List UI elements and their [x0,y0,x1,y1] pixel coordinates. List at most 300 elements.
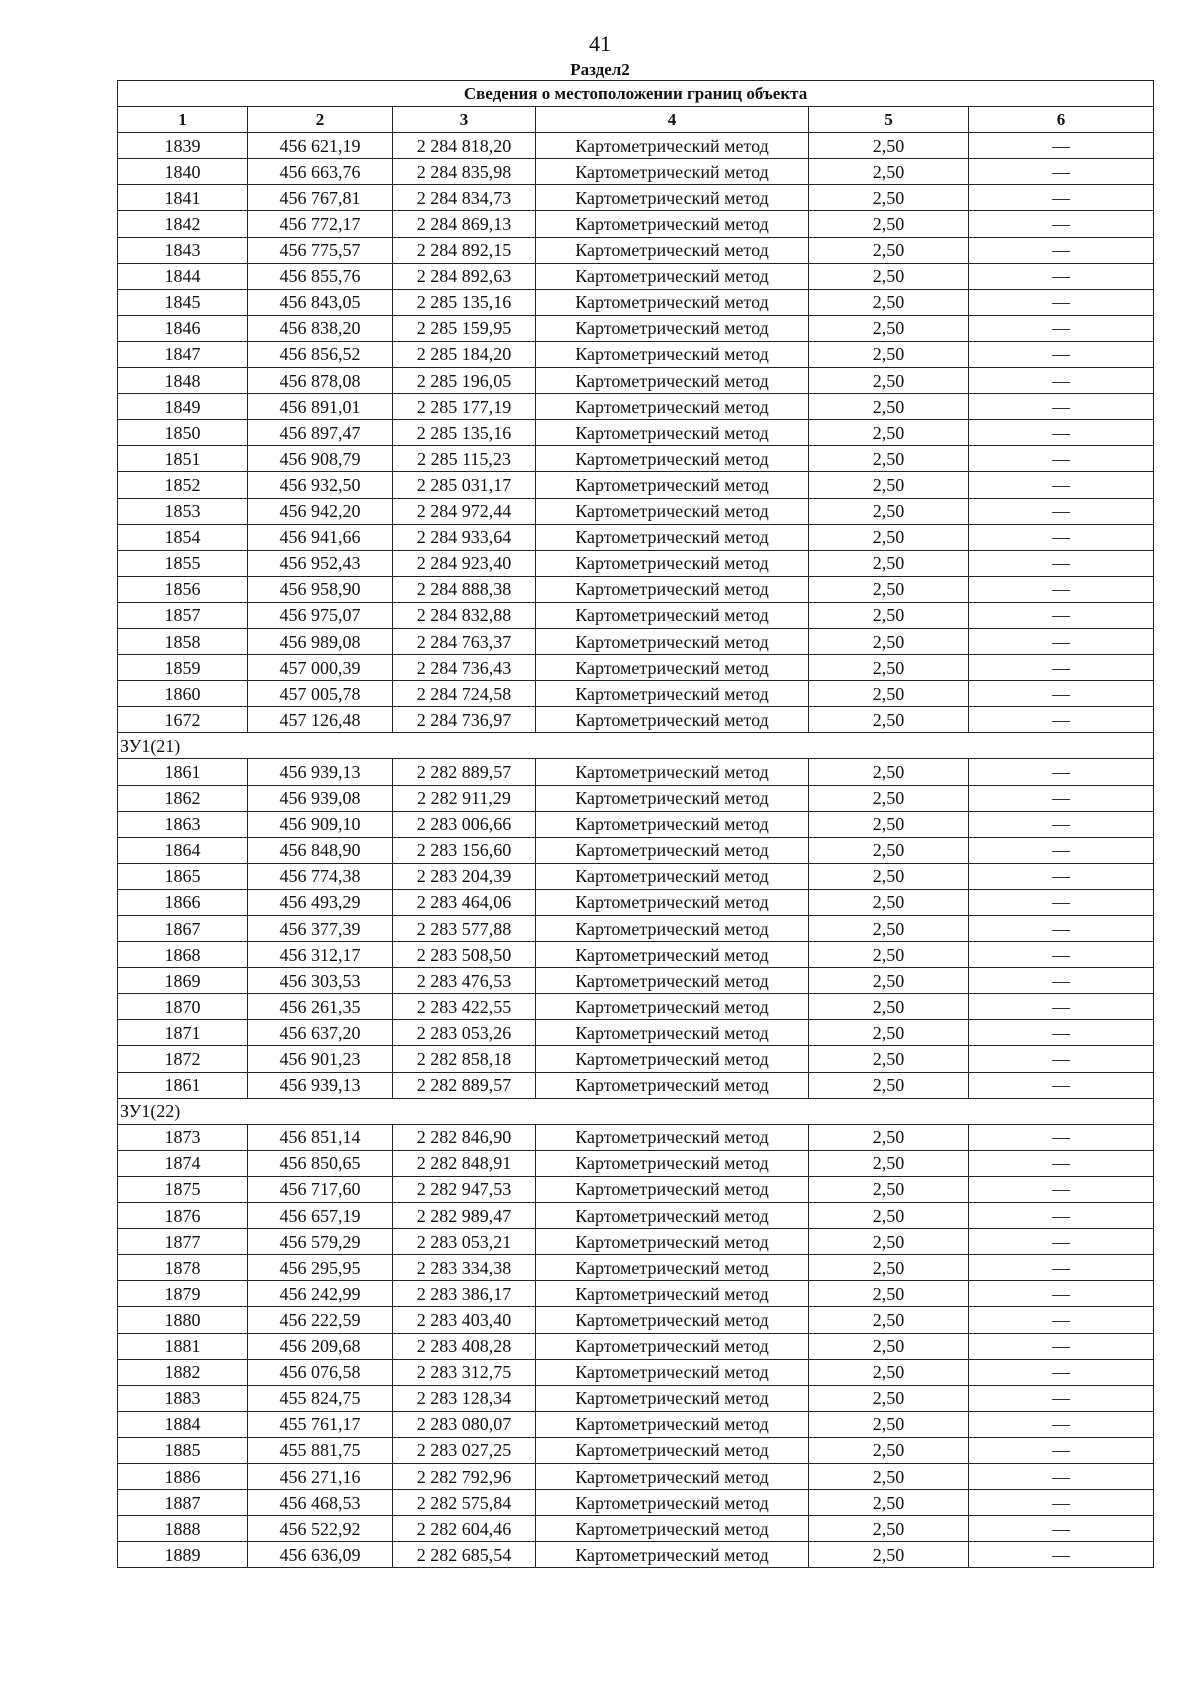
method-cell: Картометрический метод [536,968,809,994]
description-cell: — [969,1437,1154,1463]
table-row [118,1516,1154,1542]
y-coordinate-cell: 2 284 933,64 [393,524,536,550]
point-number-cell: 1860 [118,681,248,707]
point-number-cell: 1873 [118,1124,248,1150]
table-row [118,968,1154,994]
table-row [118,1385,1154,1411]
x-coordinate-cell: 456 295,95 [248,1255,393,1281]
description-cell: — [969,550,1154,576]
accuracy-cell: 2,50 [809,524,969,550]
x-coordinate-cell: 457 000,39 [248,655,393,681]
accuracy-cell: 2,50 [809,1203,969,1229]
accuracy-cell: 2,50 [809,655,969,681]
description-cell: — [969,889,1154,915]
point-number-cell: 1859 [118,655,248,681]
table-row [118,576,1154,602]
accuracy-cell: 2,50 [809,1255,969,1281]
method-cell: Картометрический метод [536,1124,809,1150]
accuracy-cell: 2,50 [809,863,969,889]
y-coordinate-cell: 2 284 869,13 [393,211,536,237]
y-coordinate-cell: 2 284 736,43 [393,655,536,681]
table-title-row [118,81,1154,107]
x-coordinate-cell: 456 774,38 [248,863,393,889]
accuracy-cell: 2,50 [809,550,969,576]
y-coordinate-cell: 2 285 135,16 [393,420,536,446]
x-coordinate-cell: 456 850,65 [248,1150,393,1176]
x-coordinate-cell: 456 767,81 [248,185,393,211]
method-cell: Картометрический метод [536,1411,809,1437]
description-cell: — [969,420,1154,446]
table-row [118,524,1154,550]
description-cell: — [969,1411,1154,1437]
accuracy-cell: 2,50 [809,394,969,420]
description-cell: — [969,1359,1154,1385]
table-row [118,655,1154,681]
accuracy-cell: 2,50 [809,785,969,811]
y-coordinate-cell: 2 282 792,96 [393,1463,536,1489]
description-cell: — [969,1124,1154,1150]
point-number-cell: 1888 [118,1516,248,1542]
table-row [118,1490,1154,1516]
accuracy-cell: 2,50 [809,628,969,654]
table-row [118,1307,1154,1333]
method-cell: Картометрический метод [536,1542,809,1568]
point-number-cell: 1843 [118,237,248,263]
table-row [118,759,1154,785]
method-cell: Картометрический метод [536,942,809,968]
description-cell: — [969,1176,1154,1202]
y-coordinate-cell: 2 284 763,37 [393,628,536,654]
y-coordinate-cell: 2 284 923,40 [393,550,536,576]
method-cell: Картометрический метод [536,994,809,1020]
description-cell: — [969,1229,1154,1255]
table-row [118,916,1154,942]
y-coordinate-cell: 2 284 724,58 [393,681,536,707]
y-coordinate-cell: 2 283 006,66 [393,811,536,837]
method-cell: Картометрический метод [536,368,809,394]
x-coordinate-cell: 456 941,66 [248,524,393,550]
point-number-cell: 1850 [118,420,248,446]
description-cell: — [969,524,1154,550]
y-coordinate-cell: 2 282 947,53 [393,1176,536,1202]
method-cell: Картометрический метод [536,1359,809,1385]
point-number-cell: 1865 [118,863,248,889]
point-number-cell: 1883 [118,1385,248,1411]
description-cell: — [969,655,1154,681]
table-row [118,1542,1154,1568]
table-row [118,341,1154,367]
description-cell: — [969,681,1154,707]
description-cell: — [969,811,1154,837]
description-cell: — [969,576,1154,602]
point-number-cell: 1877 [118,1229,248,1255]
table-row [118,1411,1154,1437]
x-coordinate-cell: 456 493,29 [248,889,393,915]
accuracy-cell: 2,50 [809,1150,969,1176]
y-coordinate-cell: 2 285 115,23 [393,446,536,472]
x-coordinate-cell: 456 848,90 [248,837,393,863]
x-coordinate-cell: 456 939,08 [248,785,393,811]
x-coordinate-cell: 455 824,75 [248,1385,393,1411]
point-number-cell: 1861 [118,1072,248,1098]
x-coordinate-cell: 457 005,78 [248,681,393,707]
x-coordinate-cell: 456 891,01 [248,394,393,420]
y-coordinate-cell: 2 284 892,15 [393,237,536,263]
x-coordinate-cell: 456 989,08 [248,628,393,654]
point-number-cell: 1839 [118,133,248,159]
x-coordinate-cell: 456 772,17 [248,211,393,237]
table-row [118,1255,1154,1281]
accuracy-cell: 2,50 [809,1490,969,1516]
y-coordinate-cell: 2 285 159,95 [393,315,536,341]
x-coordinate-cell: 456 908,79 [248,446,393,472]
table-row [118,1203,1154,1229]
method-cell: Картометрический метод [536,1463,809,1489]
point-number-cell: 1853 [118,498,248,524]
point-number-cell: 1864 [118,837,248,863]
accuracy-cell: 2,50 [809,707,969,733]
point-number-cell: 1870 [118,994,248,1020]
accuracy-cell: 2,50 [809,1359,969,1385]
accuracy-cell: 2,50 [809,968,969,994]
method-cell: Картометрический метод [536,341,809,367]
accuracy-cell: 2,50 [809,759,969,785]
method-cell: Картометрический метод [536,420,809,446]
accuracy-cell: 2,50 [809,289,969,315]
table-row [118,133,1154,159]
table-row [118,498,1154,524]
y-coordinate-cell: 2 282 604,46 [393,1516,536,1542]
x-coordinate-cell: 456 209,68 [248,1333,393,1359]
accuracy-cell: 2,50 [809,315,969,341]
y-coordinate-cell: 2 283 508,50 [393,942,536,968]
method-cell: Картометрический метод [536,759,809,785]
point-number-cell: 1842 [118,211,248,237]
y-coordinate-cell: 2 283 053,26 [393,1020,536,1046]
y-coordinate-cell: 2 283 464,06 [393,889,536,915]
y-coordinate-cell: 2 284 835,98 [393,159,536,185]
x-coordinate-cell: 456 975,07 [248,602,393,628]
y-coordinate-cell: 2 285 177,19 [393,394,536,420]
method-cell: Картометрический метод [536,889,809,915]
point-number-cell: 1856 [118,576,248,602]
method-cell: Картометрический метод [536,263,809,289]
description-cell: — [969,942,1154,968]
accuracy-cell: 2,50 [809,185,969,211]
point-number-cell: 1879 [118,1281,248,1307]
x-coordinate-cell: 456 775,57 [248,237,393,263]
method-cell: Картометрический метод [536,1333,809,1359]
table-row [118,1229,1154,1255]
y-coordinate-cell: 2 283 128,34 [393,1385,536,1411]
table-row [118,394,1154,420]
point-number-cell: 1887 [118,1490,248,1516]
x-coordinate-cell: 456 312,17 [248,942,393,968]
table-row [118,1176,1154,1202]
table-row [118,237,1154,263]
table-row [118,785,1154,811]
x-coordinate-cell: 456 838,20 [248,315,393,341]
description-cell: — [969,263,1154,289]
description-cell: — [969,1307,1154,1333]
accuracy-cell: 2,50 [809,1281,969,1307]
point-number-cell: 1840 [118,159,248,185]
description-cell: — [969,602,1154,628]
column-header: 4 [536,107,809,133]
x-coordinate-cell: 456 856,52 [248,341,393,367]
point-number-cell: 1862 [118,785,248,811]
method-cell: Картометрический метод [536,394,809,420]
description-cell: — [969,1255,1154,1281]
y-coordinate-cell: 2 283 204,39 [393,863,536,889]
point-number-cell: 1886 [118,1463,248,1489]
y-coordinate-cell: 2 282 846,90 [393,1124,536,1150]
method-cell: Картометрический метод [536,1255,809,1281]
accuracy-cell: 2,50 [809,368,969,394]
x-coordinate-cell: 456 271,16 [248,1463,393,1489]
table-row [118,837,1154,863]
x-coordinate-cell: 456 939,13 [248,1072,393,1098]
point-number-cell: 1889 [118,1542,248,1568]
method-cell: Картометрический метод [536,1203,809,1229]
description-cell: — [969,785,1154,811]
table-row [118,863,1154,889]
y-coordinate-cell: 2 285 184,20 [393,341,536,367]
x-coordinate-cell: 456 939,13 [248,759,393,785]
method-cell: Картометрический метод [536,550,809,576]
accuracy-cell: 2,50 [809,1124,969,1150]
method-cell: Картометрический метод [536,1307,809,1333]
point-number-cell: 1885 [118,1437,248,1463]
accuracy-cell: 2,50 [809,837,969,863]
y-coordinate-cell: 2 285 135,16 [393,289,536,315]
description-cell: — [969,1463,1154,1489]
table-row [118,707,1154,733]
accuracy-cell: 2,50 [809,211,969,237]
table-row [118,1072,1154,1098]
method-cell: Картометрический метод [536,1072,809,1098]
x-coordinate-cell: 456 663,76 [248,159,393,185]
point-number-cell: 1863 [118,811,248,837]
x-coordinate-cell: 456 901,23 [248,1046,393,1072]
method-cell: Картометрический метод [536,785,809,811]
x-coordinate-cell: 456 717,60 [248,1176,393,1202]
table-row [118,1333,1154,1359]
table-row [118,1124,1154,1150]
point-number-cell: 1876 [118,1203,248,1229]
x-coordinate-cell: 456 522,92 [248,1516,393,1542]
method-cell: Картометрический метод [536,1385,809,1411]
accuracy-cell: 2,50 [809,916,969,942]
point-number-cell: 1855 [118,550,248,576]
description-cell: — [969,341,1154,367]
y-coordinate-cell: 2 283 027,25 [393,1437,536,1463]
table-row [118,1359,1154,1385]
description-cell: — [969,759,1154,785]
accuracy-cell: 2,50 [809,1411,969,1437]
accuracy-cell: 2,50 [809,1307,969,1333]
table-row [118,602,1154,628]
accuracy-cell: 2,50 [809,446,969,472]
x-coordinate-cell: 456 952,43 [248,550,393,576]
accuracy-cell: 2,50 [809,1516,969,1542]
x-coordinate-cell: 456 855,76 [248,263,393,289]
x-coordinate-cell: 456 851,14 [248,1124,393,1150]
table-row [118,1020,1154,1046]
accuracy-cell: 2,50 [809,994,969,1020]
accuracy-cell: 2,50 [809,811,969,837]
point-number-cell: 1875 [118,1176,248,1202]
column-header: 6 [969,107,1154,133]
point-number-cell: 1866 [118,889,248,915]
y-coordinate-cell: 2 283 408,28 [393,1333,536,1359]
point-number-cell: 1857 [118,602,248,628]
column-header-row [118,107,1154,133]
method-cell: Картометрический метод [536,498,809,524]
y-coordinate-cell: 2 282 848,91 [393,1150,536,1176]
table-row [118,315,1154,341]
description-cell: — [969,1072,1154,1098]
column-header: 1 [118,107,248,133]
page-number: 41 [589,31,611,56]
description-cell: — [969,916,1154,942]
accuracy-cell: 2,50 [809,1437,969,1463]
x-coordinate-cell: 456 579,29 [248,1229,393,1255]
description-cell: — [969,498,1154,524]
x-coordinate-cell: 456 303,53 [248,968,393,994]
y-coordinate-cell: 2 282 858,18 [393,1046,536,1072]
y-coordinate-cell: 2 283 577,88 [393,916,536,942]
point-number-cell: 1867 [118,916,248,942]
x-coordinate-cell: 456 909,10 [248,811,393,837]
table-row [118,889,1154,915]
y-coordinate-cell: 2 284 892,63 [393,263,536,289]
y-coordinate-cell: 2 282 989,47 [393,1203,536,1229]
description-cell: — [969,159,1154,185]
y-coordinate-cell: 2 282 889,57 [393,759,536,785]
y-coordinate-cell: 2 285 196,05 [393,368,536,394]
method-cell: Картометрический метод [536,1046,809,1072]
description-cell: — [969,472,1154,498]
method-cell: Картометрический метод [536,1150,809,1176]
description-cell: — [969,707,1154,733]
y-coordinate-cell: 2 283 080,07 [393,1411,536,1437]
y-coordinate-cell: 2 284 888,38 [393,576,536,602]
description-cell: — [969,1516,1154,1542]
accuracy-cell: 2,50 [809,1542,969,1568]
x-coordinate-cell: 456 377,39 [248,916,393,942]
table-row [118,185,1154,211]
accuracy-cell: 2,50 [809,498,969,524]
table-row [118,1281,1154,1307]
x-coordinate-cell: 455 881,75 [248,1437,393,1463]
y-coordinate-cell: 2 282 685,54 [393,1542,536,1568]
description-cell: — [969,863,1154,889]
x-coordinate-cell: 456 621,19 [248,133,393,159]
table-row [118,1463,1154,1489]
point-number-cell: 1861 [118,759,248,785]
description-cell: — [969,1020,1154,1046]
table-row [118,289,1154,315]
method-cell: Картометрический метод [536,707,809,733]
group-label: ЗУ1(21) [118,733,1154,759]
y-coordinate-cell: 2 284 736,97 [393,707,536,733]
description-cell: — [969,1490,1154,1516]
method-cell: Картометрический метод [536,1281,809,1307]
method-cell: Картометрический метод [536,159,809,185]
description-cell: — [969,628,1154,654]
point-number-cell: 1882 [118,1359,248,1385]
accuracy-cell: 2,50 [809,237,969,263]
point-number-cell: 1858 [118,628,248,654]
description-cell: — [969,315,1154,341]
method-cell: Картометрический метод [536,602,809,628]
x-coordinate-cell: 456 222,59 [248,1307,393,1333]
y-coordinate-cell: 2 285 031,17 [393,472,536,498]
accuracy-cell: 2,50 [809,1333,969,1359]
y-coordinate-cell: 2 282 889,57 [393,1072,536,1098]
table-row [118,420,1154,446]
column-header: 3 [393,107,536,133]
method-cell: Картометрический метод [536,1176,809,1202]
table-row [118,942,1154,968]
method-cell: Картометрический метод [536,133,809,159]
column-header: 2 [248,107,393,133]
boundary-coordinates-table [117,80,1154,1568]
point-number-cell: 1878 [118,1255,248,1281]
point-number-cell: 1871 [118,1020,248,1046]
accuracy-cell: 2,50 [809,263,969,289]
table-row [118,811,1154,837]
description-cell: — [969,1150,1154,1176]
table-group-row [118,733,1154,759]
method-cell: Картометрический метод [536,524,809,550]
point-number-cell: 1874 [118,1150,248,1176]
accuracy-cell: 2,50 [809,420,969,446]
method-cell: Картометрический метод [536,576,809,602]
method-cell: Картометрический метод [536,185,809,211]
point-number-cell: 1884 [118,1411,248,1437]
y-coordinate-cell: 2 284 834,73 [393,185,536,211]
description-cell: — [969,837,1154,863]
table-row [118,550,1154,576]
y-coordinate-cell: 2 284 972,44 [393,498,536,524]
point-number-cell: 1844 [118,263,248,289]
description-cell: — [969,1385,1154,1411]
point-number-cell: 1880 [118,1307,248,1333]
method-cell: Картометрический метод [536,681,809,707]
description-cell: — [969,1333,1154,1359]
table-row [118,159,1154,185]
point-number-cell: 1845 [118,289,248,315]
method-cell: Картометрический метод [536,472,809,498]
table-row [118,263,1154,289]
section-title: Раздел2 [570,60,630,79]
point-number-cell: 1872 [118,1046,248,1072]
table-row [118,368,1154,394]
point-number-cell: 1868 [118,942,248,968]
y-coordinate-cell: 2 284 818,20 [393,133,536,159]
method-cell: Картометрический метод [536,211,809,237]
description-cell: — [969,446,1154,472]
x-coordinate-cell: 456 942,20 [248,498,393,524]
accuracy-cell: 2,50 [809,1385,969,1411]
accuracy-cell: 2,50 [809,942,969,968]
y-coordinate-cell: 2 283 422,55 [393,994,536,1020]
point-number-cell: 1847 [118,341,248,367]
accuracy-cell: 2,50 [809,133,969,159]
point-number-cell: 1852 [118,472,248,498]
